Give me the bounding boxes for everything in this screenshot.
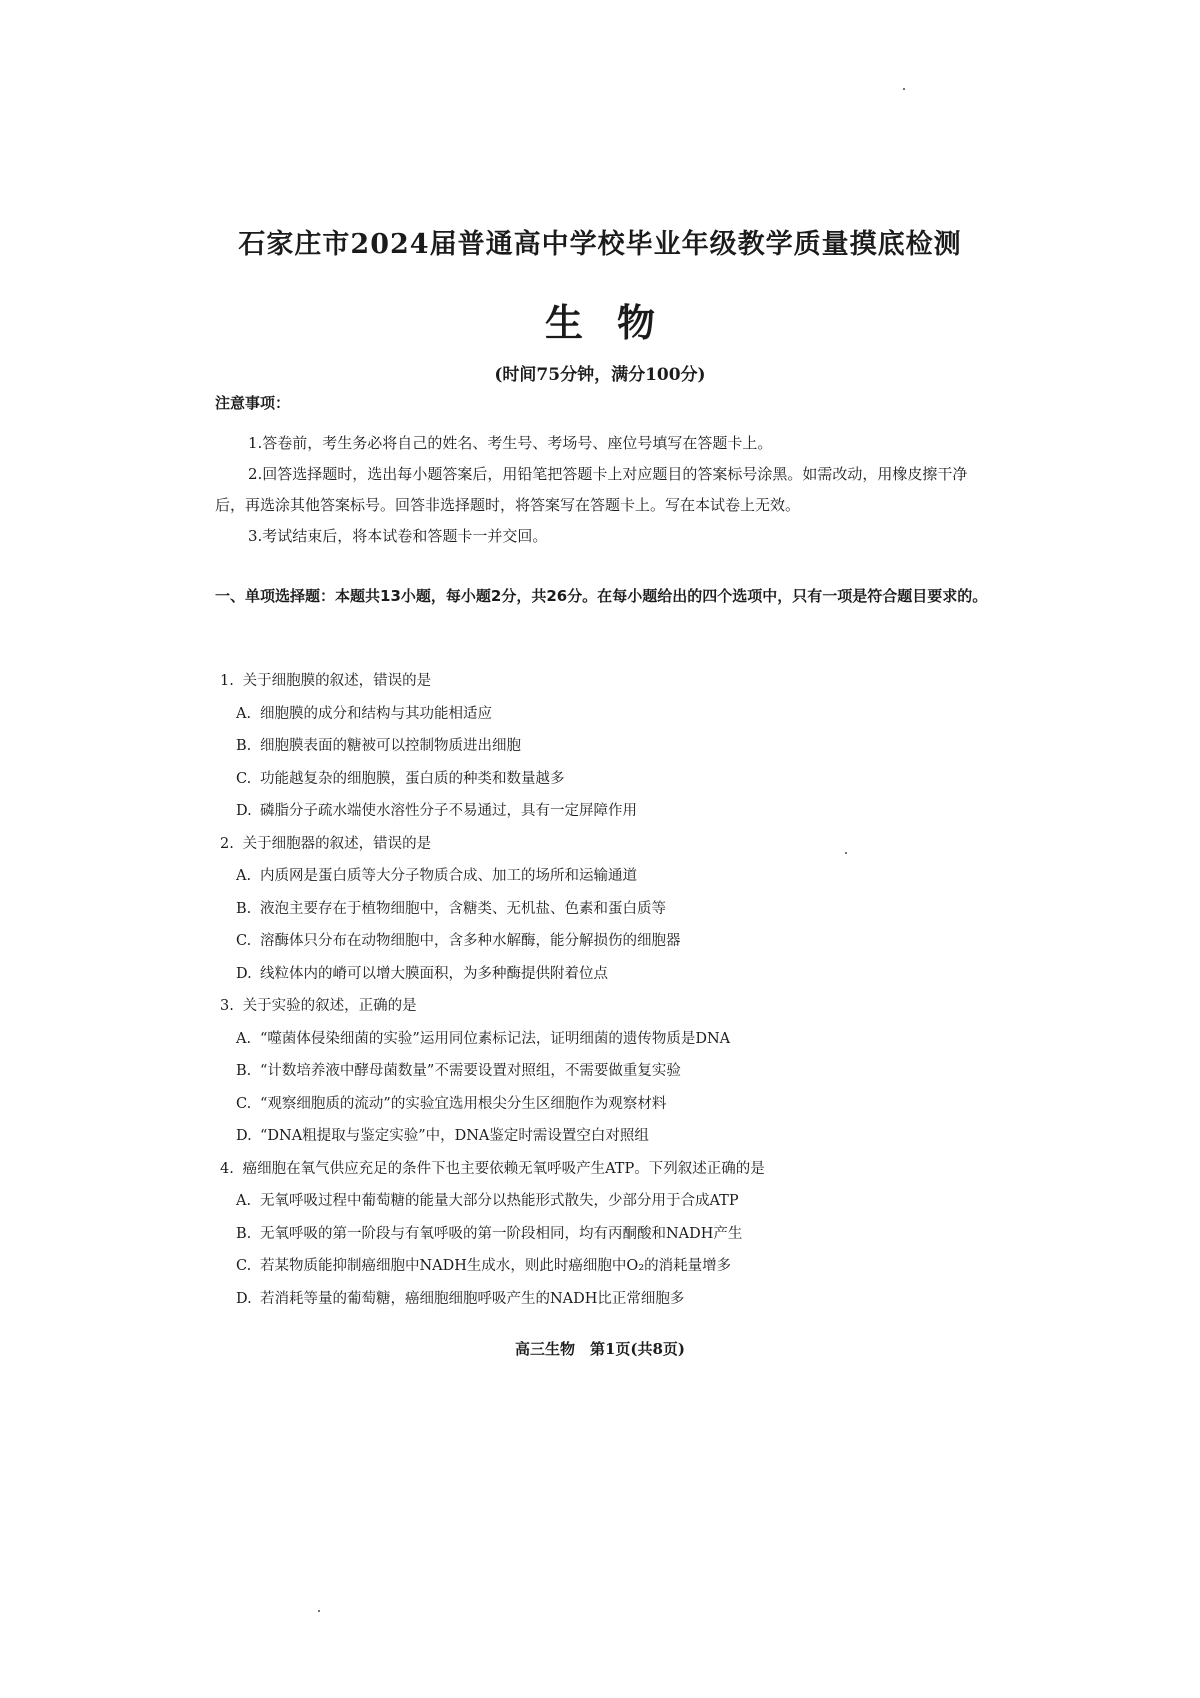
option-letter: B.: [236, 738, 252, 754]
question-stem: [220, 1153, 920, 1186]
question-number: 4.: [220, 1160, 234, 1177]
notice-item: 3.考试结束后，将本试卷和答题卡一并交回。: [248, 527, 548, 545]
option-letter: A.: [236, 705, 252, 722]
option-text: “DNA粗提取与鉴定实验”中，DNA鉴定时需设置空白对照组: [260, 1128, 649, 1144]
option: [220, 1283, 920, 1316]
option-text: 无氧呼吸过程中葡萄糖的能量大部分以热能形式散失，少部分用于合成ATP: [260, 1193, 739, 1209]
question-number: 1.: [220, 673, 234, 689]
notice-heading: 注意事项：: [215, 394, 291, 412]
question: [220, 990, 920, 1153]
option-text: “观察细胞质的流动”的实验宜选用根尖分生区细胞作为观察材料: [260, 1095, 667, 1112]
option-text: “噬菌体侵染细菌的实验”运用同位素标记法，证明细菌的遗传物质是DNA: [260, 1030, 731, 1047]
section-heading: 一、单项选择题：本题共13小题，每小题2分，共26分。在每小题给出的四个选项中，只有一项是符合题目要求的。: [215, 587, 988, 605]
option-text: 磷脂分子疏水端使水溶性分子不易通过，具有一定屏障作用: [260, 803, 637, 819]
exam-timing: (时间75分钟，满分100分): [494, 365, 706, 385]
question-number: 2.: [220, 835, 234, 852]
option-text: 无氧呼吸的第一阶段与有氧呼吸的第一阶段相同，均有丙酮酸和NADH产生: [260, 1225, 743, 1242]
option-letter: C.: [236, 933, 252, 949]
scan-speck: [845, 852, 847, 854]
option-letter: D.: [236, 1290, 252, 1307]
option: [220, 795, 920, 828]
question-text: 关于实验的叙述，正确的是: [242, 998, 417, 1014]
option-text: 液泡主要存在于植物细胞中，含糖类、无机盐、色素和蛋白质等: [260, 900, 666, 917]
exam-title: 石家庄市2024届普通高中学校毕业年级教学质量摸底检测: [238, 229, 962, 260]
option: [220, 925, 920, 958]
question-number: 3.: [220, 998, 234, 1014]
question-text: 癌细胞在氧气供应充足的条件下也主要依赖无氧呼吸产生ATP。下列叙述正确的是: [242, 1160, 765, 1177]
option-text: 若消耗等量的葡萄糖，癌细胞细胞呼吸产生的NADH比正常细胞多: [260, 1290, 685, 1307]
question: [220, 828, 920, 991]
option-text: 细胞膜的成分和结构与其功能相适应: [260, 705, 492, 722]
option: [220, 1218, 920, 1251]
scan-speck: [318, 1610, 320, 1612]
option: [220, 1120, 920, 1153]
notice-item: 2.回答选择题时，选出每小题答案后，用铅笔把答题卡上对应题目的答案标号涂黑。如需改动，用橡皮擦干净后，再选涂其他答案标号。回答非选择题时，将答案写在答题卡上。写在本试卷上无效。: [215, 465, 968, 514]
option: [220, 763, 920, 796]
page-footer: 高三生物 第1页(共8页): [514, 1340, 686, 1358]
question: [220, 665, 920, 828]
option-letter: A.: [236, 868, 252, 884]
option-letter: C.: [236, 770, 252, 787]
option-letter: D.: [236, 965, 252, 982]
question: [220, 1153, 920, 1316]
question-stem: [220, 828, 920, 861]
option-text: 细胞膜表面的糖被可以控制物质进出细胞: [260, 738, 521, 754]
option-letter: A.: [236, 1193, 252, 1209]
notice-item: 1.答卷前，考生务必将自己的姓名、考生号、考场号、座位号填写在答题卡上。: [248, 434, 773, 452]
option-letter: D.: [236, 1128, 252, 1144]
subject-heading: 生物: [544, 300, 689, 345]
option-text: “计数培养液中酵母菌数量”不需要设置对照组，不需要做重复实验: [260, 1063, 681, 1079]
option: [220, 1250, 920, 1283]
option-letter: D.: [236, 803, 252, 819]
question-list: [220, 665, 920, 1315]
question-stem: [220, 665, 920, 698]
question-stem: [220, 990, 920, 1023]
scan-speck: [903, 88, 905, 90]
option-letter: C.: [236, 1095, 252, 1112]
option-text: 内质网是蛋白质等大分子物质合成、加工的场所和运输通道: [260, 868, 637, 884]
option: [220, 860, 920, 893]
option-letter: C.: [236, 1258, 252, 1274]
option: [220, 698, 920, 731]
option: [220, 958, 920, 991]
option-letter: A.: [236, 1030, 252, 1047]
option-letter: B.: [236, 1063, 252, 1079]
option-text: 溶酶体只分布在动物细胞中，含多种水解酶，能分解损伤的细胞器: [260, 933, 681, 949]
option: [220, 1055, 920, 1088]
option-letter: B.: [236, 900, 252, 917]
option-text: 线粒体内的嵴可以增大膜面积，为多种酶提供附着位点: [260, 965, 608, 982]
question-text: 关于细胞器的叙述，错误的是: [242, 835, 432, 852]
option: [220, 1088, 920, 1121]
option: [220, 730, 920, 763]
option: [220, 893, 920, 926]
question-text: 关于细胞膜的叙述，错误的是: [242, 673, 432, 689]
option-text: 若某物质能抑制癌细胞中NADH生成水，则此时癌细胞中O₂的消耗量增多: [260, 1258, 732, 1274]
option: [220, 1185, 920, 1218]
option: [220, 1023, 920, 1056]
option-letter: B.: [236, 1225, 252, 1242]
option-text: 功能越复杂的细胞膜，蛋白质的种类和数量越多: [260, 770, 565, 787]
